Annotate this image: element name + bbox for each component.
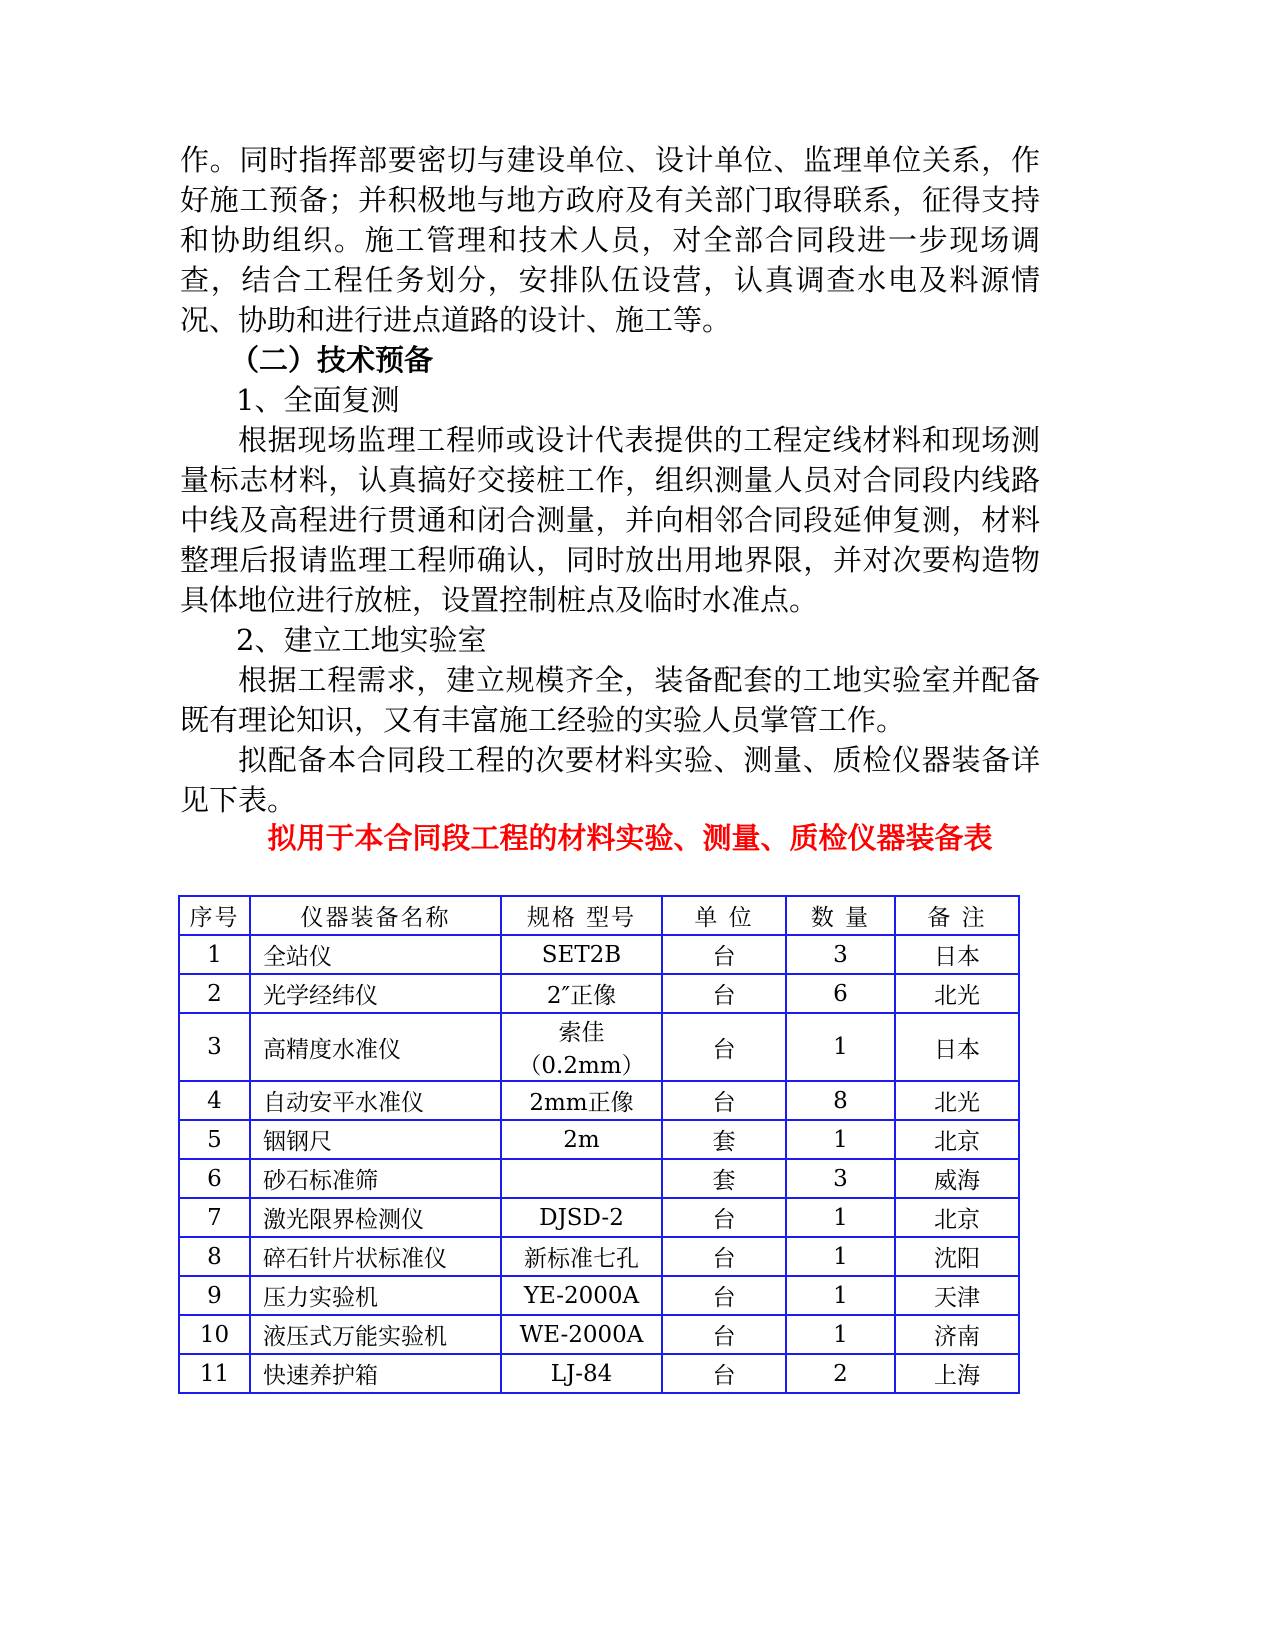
cell-name: 铟钢尺 bbox=[250, 1120, 501, 1159]
cell-number: 9 bbox=[179, 1276, 250, 1315]
header-number: 序号 bbox=[179, 896, 250, 935]
cell-model: 索佳（0.2mm） bbox=[501, 1013, 662, 1081]
cell-quantity: 1 bbox=[786, 1276, 895, 1315]
table-row bbox=[179, 935, 1019, 974]
cell-remarks: 天津 bbox=[895, 1276, 1019, 1315]
cell-remarks: 济南 bbox=[895, 1315, 1019, 1354]
table-row bbox=[179, 1315, 1019, 1354]
cell-unit: 台 bbox=[662, 935, 786, 974]
cell-remarks: 北京 bbox=[895, 1120, 1019, 1159]
cell-unit: 台 bbox=[662, 1315, 786, 1354]
cell-remarks: 北京 bbox=[895, 1198, 1019, 1237]
cell-name: 压力实验机 bbox=[250, 1276, 501, 1315]
table-row bbox=[179, 1081, 1019, 1120]
paragraph-equipment-intro: 拟配备本合同段工程的次要材料实验、测量、质检仪器装备详见下表。 bbox=[180, 743, 1040, 817]
cell-remarks: 威海 bbox=[895, 1159, 1019, 1198]
cell-remarks: 北光 bbox=[895, 974, 1019, 1013]
cell-quantity: 3 bbox=[786, 935, 895, 974]
table-row bbox=[179, 1120, 1019, 1159]
cell-unit: 台 bbox=[662, 1354, 786, 1393]
cell-quantity: 8 bbox=[786, 1081, 895, 1120]
cell-number: 7 bbox=[179, 1198, 250, 1237]
section-heading-technical-preparation: （二）技术预备 bbox=[230, 343, 434, 377]
cell-name: 自动安平水准仪 bbox=[250, 1081, 501, 1120]
cell-number: 1 bbox=[179, 935, 250, 974]
cell-model: SET2B bbox=[501, 935, 662, 974]
item-full-resurvey: 1、全面复测 bbox=[236, 383, 400, 417]
cell-model: LJ-84 bbox=[501, 1354, 662, 1393]
cell-name: 光学经纬仪 bbox=[250, 974, 501, 1013]
cell-unit: 台 bbox=[662, 1081, 786, 1120]
table-row bbox=[179, 1276, 1019, 1315]
cell-quantity: 1 bbox=[786, 1198, 895, 1237]
cell-model: YE-2000A bbox=[501, 1276, 662, 1315]
cell-number: 10 bbox=[179, 1315, 250, 1354]
header-model: 规格 型号 bbox=[501, 896, 662, 935]
paragraph-preparation-continued: 作。同时指挥部要密切与建设单位、设计单位、监理单位关系，作好施工预备；并积极地与地方政府及有关部门取得联系，征得支持和协助组织。施工管理和技术人员，对全部合同段进一步现场调查，结合工程任务划分，安排队伍设营，认真调查水电及料源情况、协助和进行进点道路的设计、施工等。 bbox=[180, 143, 1040, 337]
cell-number: 6 bbox=[179, 1159, 250, 1198]
cell-model: 2mm正像 bbox=[501, 1081, 662, 1120]
cell-unit: 套 bbox=[662, 1120, 786, 1159]
cell-model: DJSD-2 bbox=[501, 1198, 662, 1237]
cell-unit: 台 bbox=[662, 974, 786, 1013]
cell-unit: 台 bbox=[662, 1237, 786, 1276]
table-row bbox=[179, 1354, 1019, 1393]
cell-quantity: 1 bbox=[786, 1237, 895, 1276]
table-title: 拟用于本合同段工程的材料实验、测量、质检仪器装备表 bbox=[267, 821, 993, 855]
cell-number: 4 bbox=[179, 1081, 250, 1120]
cell-quantity: 6 bbox=[786, 974, 895, 1013]
header-remarks: 备 注 bbox=[895, 896, 1019, 935]
cell-unit: 台 bbox=[662, 1198, 786, 1237]
cell-remarks: 沈阳 bbox=[895, 1237, 1019, 1276]
cell-number: 8 bbox=[179, 1237, 250, 1276]
cell-unit: 台 bbox=[662, 1276, 786, 1315]
cell-quantity: 2 bbox=[786, 1354, 895, 1393]
header-name: 仪器装备名称 bbox=[250, 896, 501, 935]
item-site-laboratory: 2、建立工地实验室 bbox=[236, 623, 487, 657]
cell-quantity: 1 bbox=[786, 1315, 895, 1354]
cell-name: 全站仪 bbox=[250, 935, 501, 974]
table-row bbox=[179, 1159, 1019, 1198]
cell-remarks: 日本 bbox=[895, 1013, 1019, 1081]
table-header-row bbox=[179, 896, 1019, 935]
paragraph-resurvey: 根据现场监理工程师或设计代表提供的工程定线材料和现场测量标志材料，认真搞好交接桩工作，组织测量人员对合同段内线路中线及高程进行贯通和闭合测量，并向相邻合同段延伸复测，材料整理后报请监理工程师确认，同时放出用地界限，并对次要构造物具体地位进行放桩，设置控制桩点及临时水准点。 bbox=[180, 423, 1040, 617]
cell-number: 5 bbox=[179, 1120, 250, 1159]
cell-remarks: 日本 bbox=[895, 935, 1019, 974]
equipment-table bbox=[178, 895, 1020, 1394]
cell-quantity: 1 bbox=[786, 1120, 895, 1159]
cell-number: 3 bbox=[179, 1013, 250, 1081]
table-row bbox=[179, 1198, 1019, 1237]
cell-name: 碎石针片状标准仪 bbox=[250, 1237, 501, 1276]
table-row bbox=[179, 974, 1019, 1013]
cell-remarks: 上海 bbox=[895, 1354, 1019, 1393]
cell-number: 2 bbox=[179, 974, 250, 1013]
cell-model: 新标准七孔 bbox=[501, 1237, 662, 1276]
cell-name: 激光限界检测仪 bbox=[250, 1198, 501, 1237]
document-body bbox=[180, 140, 1040, 820]
table-row bbox=[179, 1013, 1019, 1081]
cell-quantity: 1 bbox=[786, 1013, 895, 1081]
cell-number: 11 bbox=[179, 1354, 250, 1393]
cell-remarks: 北光 bbox=[895, 1081, 1019, 1120]
header-unit: 单 位 bbox=[662, 896, 786, 935]
cell-name: 快速养护箱 bbox=[250, 1354, 501, 1393]
cell-model bbox=[501, 1159, 662, 1198]
header-quantity: 数 量 bbox=[786, 896, 895, 935]
cell-name: 砂石标准筛 bbox=[250, 1159, 501, 1198]
cell-name: 高精度水准仪 bbox=[250, 1013, 501, 1081]
cell-unit: 套 bbox=[662, 1159, 786, 1198]
table-row bbox=[179, 1237, 1019, 1276]
paragraph-laboratory: 根据工程需求，建立规模齐全，装备配套的工地实验室并配备既有理论知识，又有丰富施工经验的实验人员掌管工作。 bbox=[180, 663, 1040, 737]
cell-model: 2″正像 bbox=[501, 974, 662, 1013]
cell-name: 液压式万能实验机 bbox=[250, 1315, 501, 1354]
cell-quantity: 3 bbox=[786, 1159, 895, 1198]
cell-unit: 台 bbox=[662, 1013, 786, 1081]
cell-model: WE-2000A bbox=[501, 1315, 662, 1354]
cell-model: 2m bbox=[501, 1120, 662, 1159]
